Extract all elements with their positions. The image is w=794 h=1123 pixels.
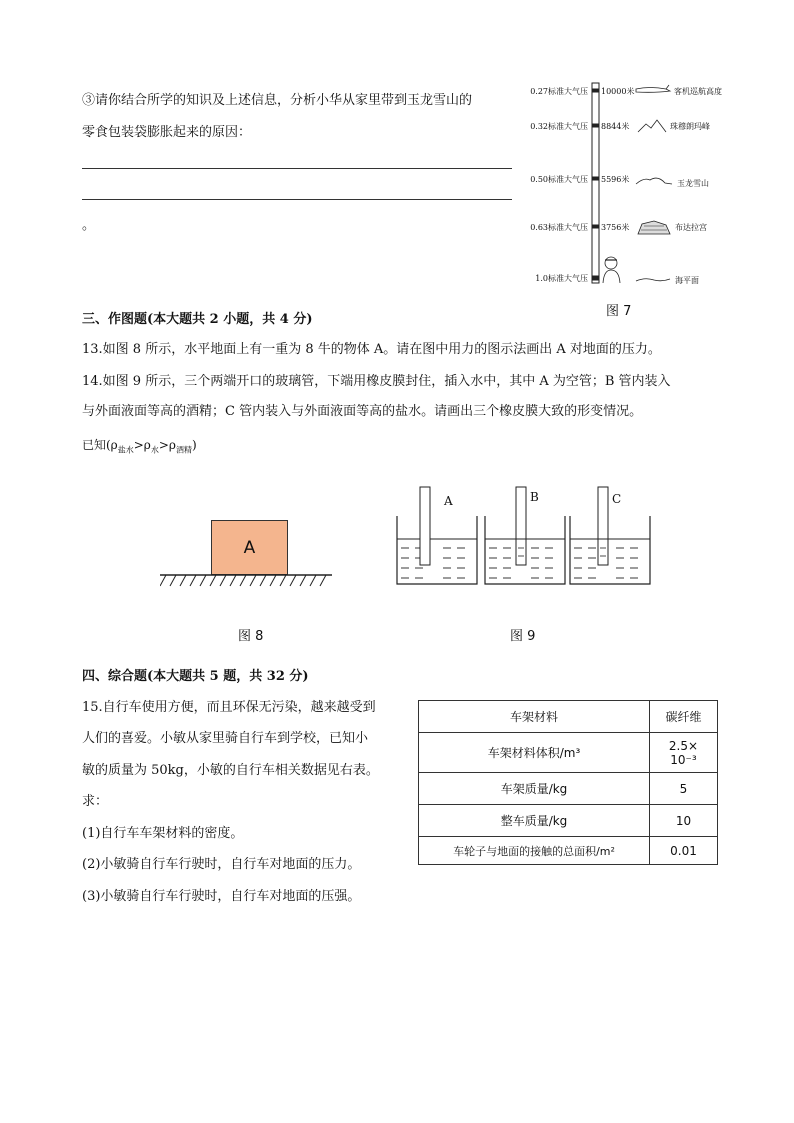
question-14-line1: 14.如图 9 所示，三个两端开口的玻璃管，下端用橡皮膜封住，插入水中，其中 A 为空管；B 管内装入	[82, 374, 671, 389]
sub-question-2: (2)小敏骑自行车行驶时，自行车对地面的压力。	[82, 857, 361, 872]
person-icon	[603, 257, 620, 283]
section-4-heading: 四、综合题(本大题共 5 题，共 32 分)	[82, 669, 309, 684]
water-dashes-a	[401, 548, 465, 578]
table-cell: 10	[650, 805, 718, 837]
question-14-line2: 与外面液面等高的酒精；C 管内装入与外面液面等高的盐水。请画出三个橡皮膜大致的形变情况。	[82, 404, 643, 419]
q15-line-1: 15.自行车使用方便，而且环保无污染，越来越受到	[82, 700, 376, 715]
answer-line-2[interactable]	[82, 199, 512, 200]
pressure-label-3: 0.50标准大气压	[530, 175, 588, 184]
q12-line1: ③请你结合所学的知识及上述信息，分析小华从家里带到玉龙雪山的	[82, 93, 473, 108]
sub-question-3: (3)小敏骑自行车行驶时，自行车对地面的压强。	[82, 889, 361, 904]
mountain-peak-icon	[638, 120, 666, 132]
block-a-label: A	[243, 537, 256, 558]
table-cell: 车架质量/kg	[419, 773, 650, 805]
tube-a	[420, 487, 430, 565]
tick-5596m	[592, 177, 599, 180]
volume-value-line2: 10⁻³	[670, 752, 697, 767]
table-row	[419, 773, 718, 805]
place-label-3: 玉龙雪山	[677, 179, 709, 188]
pressure-label-5: 1.0标准大气压	[535, 274, 588, 283]
table-cell: 碳纤维	[650, 701, 718, 733]
altitude-label-4: 3756米	[601, 223, 630, 232]
sub-question-1: (1)自行车车架材料的密度。	[82, 826, 244, 841]
table-cell: 0.01	[650, 837, 718, 865]
table-cell: 车架材料	[419, 701, 650, 733]
altitude-label-2: 8844米	[601, 122, 630, 131]
altitude-label-3: 5596米	[601, 175, 630, 184]
q15-line-2: 人们的喜爱。小敏从家里骑自行车到学校，已知小	[82, 731, 369, 746]
tube-label-c: C	[612, 492, 622, 506]
tick-sealevel	[592, 276, 599, 279]
palace-icon	[638, 221, 670, 234]
table-cell: 5	[650, 773, 718, 805]
table-cell: 车架材料体积/m³	[419, 733, 650, 773]
tube-label-b: B	[530, 490, 539, 504]
block-a[interactable]	[211, 520, 288, 575]
table-cell: 整车质量/kg	[419, 805, 650, 837]
section-3-heading: 三、作图题(本大题共 2 小题，共 4 分)	[82, 312, 313, 327]
ground-hatch	[160, 574, 340, 592]
figure-7	[520, 80, 750, 290]
altitude-bar	[592, 83, 599, 283]
place-label-5: 海平面	[675, 276, 699, 285]
figure-9	[392, 484, 662, 594]
pressure-label-2: 0.32标准大气压	[530, 122, 588, 131]
beaker-c	[570, 487, 650, 584]
table-row	[419, 805, 718, 837]
table-row	[419, 733, 718, 773]
q12-line2: 零食包装袋膨胀起来的原因：	[82, 125, 252, 140]
pressure-label-1: 0.27标准大气压	[530, 87, 588, 96]
altitude-scale-figure	[520, 80, 750, 290]
table-cell	[650, 733, 718, 773]
place-label-4: 布达拉宫	[675, 223, 707, 232]
figure-9-caption: 图 9	[510, 629, 536, 644]
place-label-2: 珠穆朗玛峰	[670, 122, 710, 131]
beaker-b	[485, 487, 565, 584]
q15-line-4: 求：	[82, 794, 109, 809]
known-density-relation: 已知$(\rho_{盐水}>\rho_水>\rho_{酒精})$	[82, 438, 197, 455]
airplane-icon	[636, 85, 670, 92]
place-label-1: 客机巡航高度	[674, 87, 722, 96]
altitude-label-1: 10000米	[601, 87, 635, 96]
figure-8	[160, 515, 340, 595]
tube-label-a: A	[444, 494, 453, 508]
tick-8844m	[592, 124, 599, 127]
tick-3756m	[592, 225, 599, 228]
q12-end-mark: 。	[82, 218, 96, 233]
table-row	[419, 837, 718, 865]
q15-line-3: 敏的质量为 50kg，小敏的自行车相关数据见右表。	[82, 763, 379, 778]
tube-c	[598, 487, 608, 565]
table-cell: 车轮子与地面的接触的总面积/m²	[419, 837, 650, 865]
pressure-label-4: 0.63标准大气压	[530, 223, 588, 232]
bike-data-table	[418, 700, 718, 865]
volume-value-line1: 2.5×	[668, 738, 699, 753]
beaker-a	[397, 487, 477, 584]
answer-line-1[interactable]	[82, 168, 512, 169]
question-13: 13.如图 8 所示，水平地面上有一重为 8 牛的物体 A。请在图中用力的图示法画出 A 对地面的压力。	[82, 342, 661, 357]
tick-10000m	[592, 89, 599, 92]
figure-7-caption: 图 7	[606, 304, 632, 319]
snow-mountain-icon	[636, 178, 672, 184]
tube-b	[516, 487, 526, 565]
sea-level-icon	[636, 279, 670, 281]
table-row	[419, 701, 718, 733]
figure-8-caption: 图 8	[238, 629, 264, 644]
